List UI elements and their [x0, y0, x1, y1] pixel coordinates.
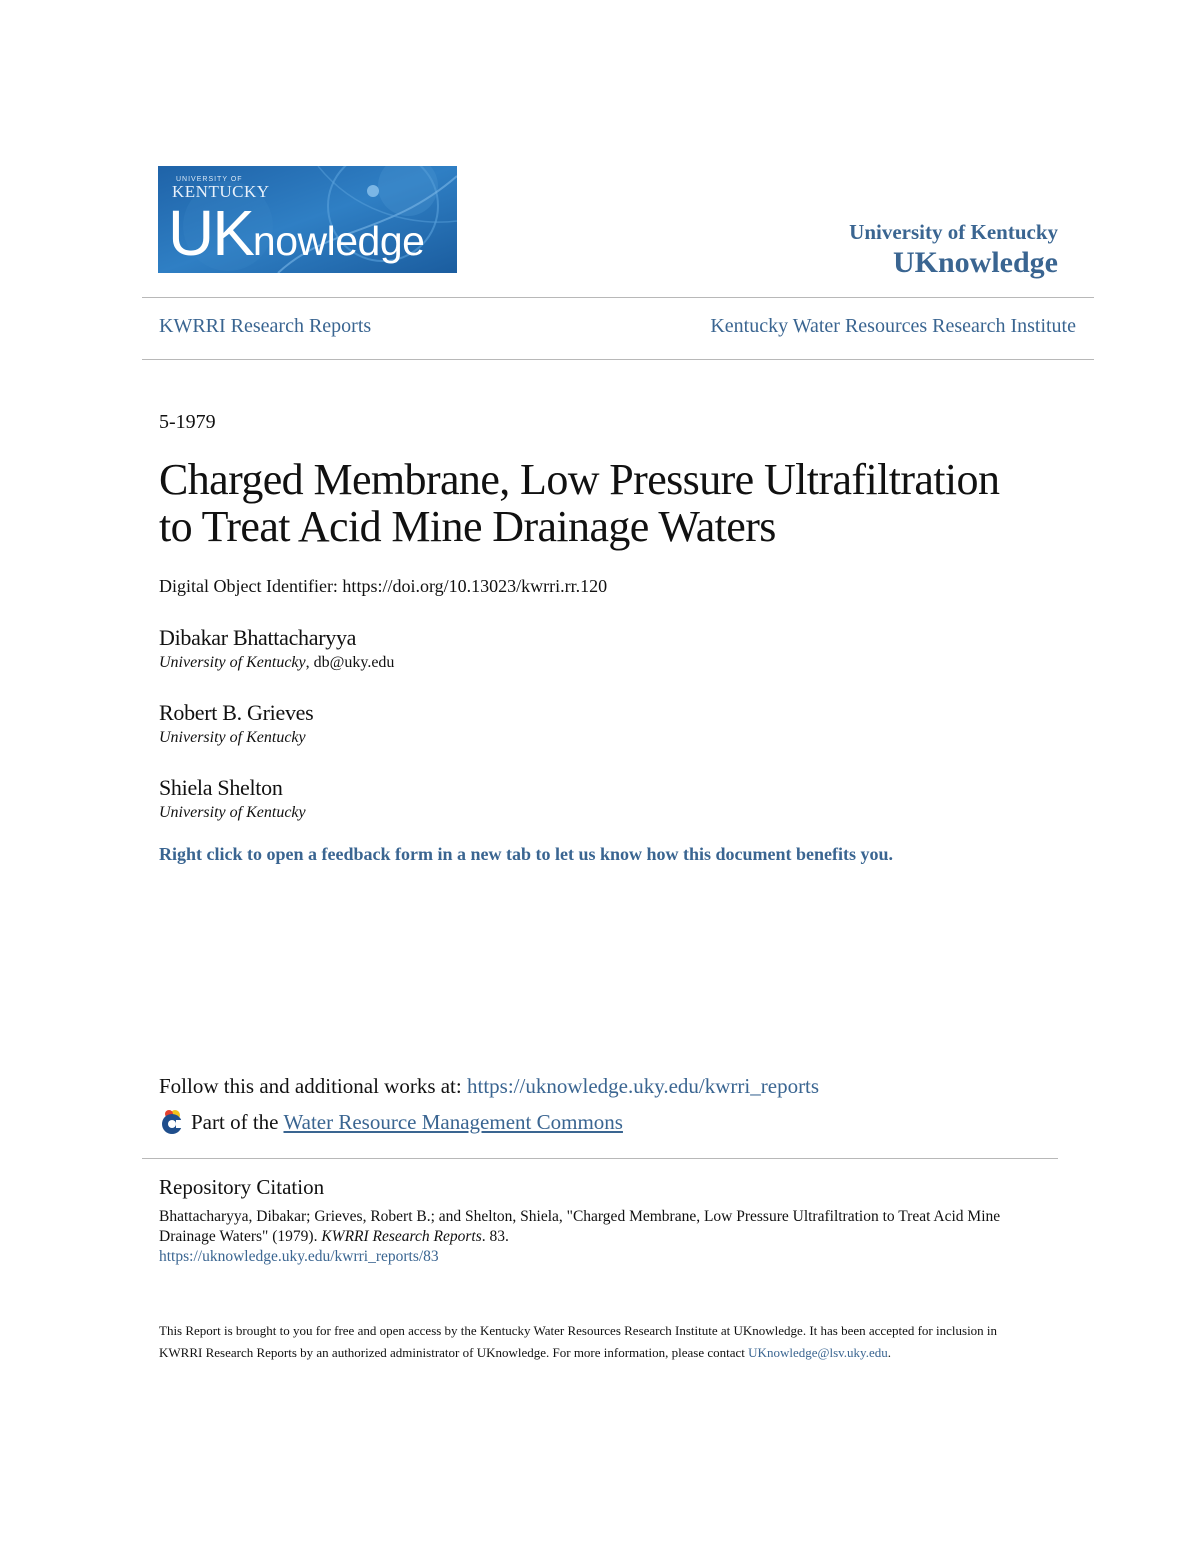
citation-number: . 83. — [481, 1228, 509, 1245]
author-affiliation-name: University of Kentucky — [159, 654, 306, 671]
author-name: Robert B. Grieves — [159, 700, 314, 725]
nav-series-link[interactable]: KWRRI Research Reports — [159, 315, 372, 337]
footer-text: This Report is brought to you for free and open access by the Kentucky Water Resources Research Institute at UKnowledge. It has been accepted for inclusion in KWRRI Research Reports by an authorized administrator of UKnowledge. For more information, please contact — [159, 1323, 998, 1360]
author-block — [159, 699, 313, 749]
footer-email-link[interactable]: UKnowledge@lsv.uky.edu — [748, 1345, 888, 1360]
logo-nowledge: nowledge — [252, 218, 425, 264]
divider-top — [142, 297, 1094, 298]
document-title — [159, 456, 1059, 550]
footer-end: . — [887, 1345, 891, 1360]
logo-university-of: UNIVERSITY OF — [176, 176, 243, 183]
author-affiliation: University of Kentucky — [159, 729, 306, 746]
follow-label: Follow this and additional works at: — [159, 1074, 467, 1098]
logo-wordmark — [168, 196, 424, 270]
bepress-commons-icon — [159, 1108, 187, 1136]
author-name: Shiela Shelton — [159, 775, 283, 800]
author-name: Dibakar Bhattacharyya — [159, 625, 357, 650]
citation-series: KWRRI Research Reports — [321, 1228, 482, 1245]
uknowledge-logo[interactable] — [158, 166, 457, 273]
divider-citation — [142, 1158, 1058, 1159]
follow-line — [159, 1074, 819, 1099]
footer-notice — [159, 1320, 1039, 1364]
citation-body: Bhattacharyya, Dibakar; Grieves, Robert B.; and Shelton, Shiela, "Charged Membrane, Low Pressure Ultrafiltration to Treat Acid Mine Drainage Waters" (1979). — [159, 1208, 1001, 1245]
citation-text — [159, 1207, 1059, 1267]
document-title-line2: to Treat Acid Mine Drainage Waters — [159, 502, 776, 551]
part-of-label: Part of the — [191, 1109, 279, 1134]
header-org-line2[interactable]: UKnowledge — [893, 246, 1058, 279]
logo-kentucky: KENTUCKY — [172, 182, 270, 201]
header-org[interactable] — [849, 219, 1058, 281]
author-block — [159, 774, 306, 824]
document-date: 5-1979 — [159, 411, 216, 433]
part-of-line — [159, 1108, 623, 1136]
logo-uk: UK — [168, 197, 253, 269]
document-doi: Digital Object Identifier: https://doi.org/10.13023/kwrri.rr.120 — [159, 576, 608, 596]
header-org-line1[interactable]: University of Kentucky — [849, 220, 1058, 244]
author-affiliation: University of Kentucky — [159, 804, 306, 821]
document-title-line1: Charged Membrane, Low Pressure Ultrafiltration — [159, 455, 1000, 504]
commons-link[interactable]: Water Resource Management Commons — [283, 1109, 623, 1134]
feedback-link[interactable]: Right click to open a feedback form in a new tab to let us know how this document benefits you. — [159, 844, 894, 864]
follow-url-link[interactable]: https://uknowledge.uky.edu/kwrri_reports — [466, 1074, 820, 1098]
nav-institute-link[interactable]: Kentucky Water Resources Research Institute — [710, 315, 1076, 337]
author-block — [159, 624, 394, 674]
author-affiliation — [159, 652, 394, 674]
divider-nav — [142, 359, 1094, 360]
citation-heading: Repository Citation — [159, 1175, 325, 1199]
author-email[interactable]: , db@uky.edu — [305, 654, 395, 671]
citation-url-link[interactable]: https://uknowledge.uky.edu/kwrri_reports/83 — [159, 1248, 439, 1265]
